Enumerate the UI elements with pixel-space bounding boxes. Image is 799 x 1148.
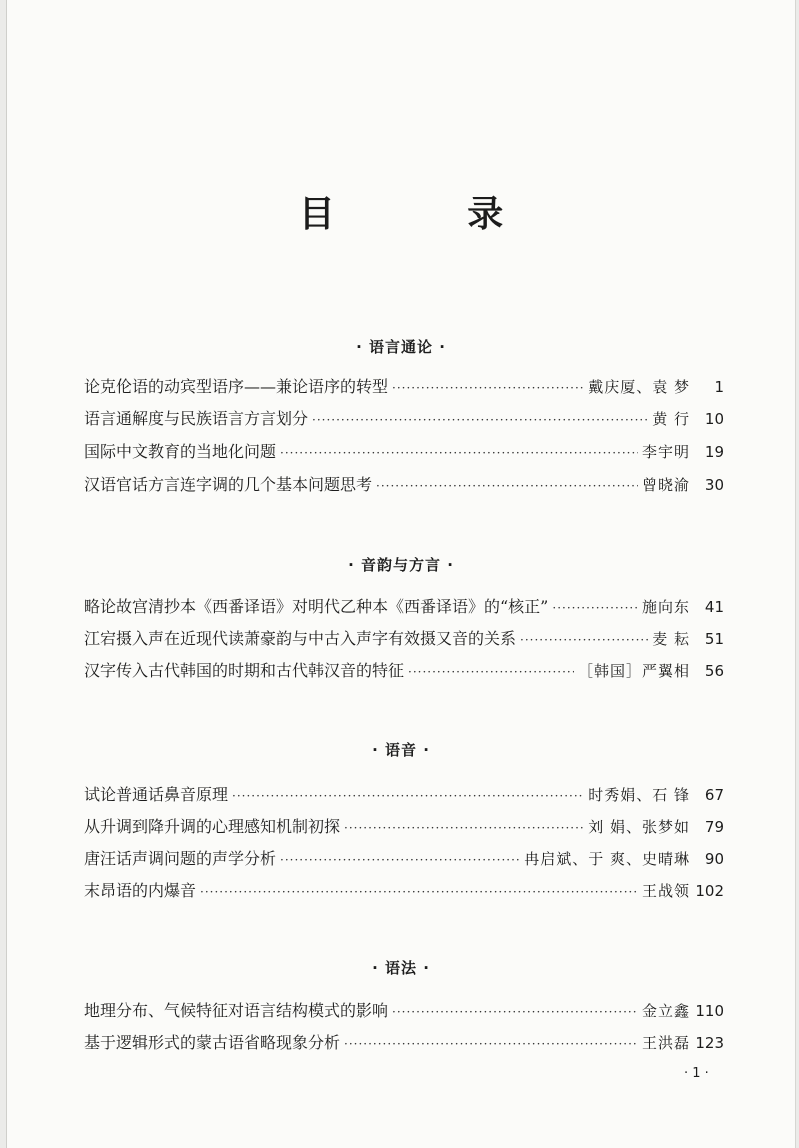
entry-author: 王洪磊 — [641, 1034, 690, 1052]
leader-dots — [280, 853, 520, 867]
entry-page: 90 — [704, 850, 724, 868]
toc-entry[interactable] — [84, 658, 724, 682]
toc-entry[interactable] — [84, 594, 724, 618]
entry-page: 30 — [704, 476, 724, 494]
leader-dots — [520, 633, 648, 647]
section-heading-language-general: · 语言通论 · — [356, 338, 446, 356]
entry-author: 曾晓渝 — [641, 476, 690, 494]
entry-title: 汉语官话方言连字调的几个基本问题思考 — [84, 475, 373, 494]
entry-author: 冉启斌、于 爽、史晴琳 — [524, 850, 690, 868]
entry-title: 末昂语的内爆音 — [84, 881, 197, 900]
section-heading-phonetics: · 语音 · — [372, 741, 430, 759]
leader-dots — [344, 821, 584, 835]
entry-author: 王战领 — [641, 882, 690, 900]
entry-author: 李宇明 — [641, 443, 690, 461]
entry-author: 刘 娟、张梦如 — [588, 818, 690, 836]
entry-author: 戴庆厦、袁 梦 — [588, 378, 690, 396]
leader-dots — [392, 381, 584, 395]
entry-page: 102 — [695, 882, 724, 900]
leader-dots — [232, 789, 584, 803]
entry-page: 67 — [704, 786, 724, 804]
entry-page: 19 — [704, 443, 724, 461]
leader-dots — [280, 446, 638, 460]
entry-author: ［韩国］严翼相 — [577, 662, 690, 680]
section-heading-grammar: · 语法 · — [372, 959, 430, 977]
toc-entry[interactable] — [84, 1030, 724, 1054]
leader-dots — [376, 479, 638, 493]
entry-page: 79 — [704, 818, 724, 836]
leader-dots — [344, 1037, 638, 1051]
entry-page: 56 — [704, 662, 724, 680]
entry-title: 语言通解度与民族语言方言划分 — [84, 409, 309, 428]
entry-author: 施向东 — [641, 598, 690, 616]
section-heading-phonology-dialect: · 音韵与方言 · — [348, 556, 454, 574]
entry-author: 时秀娟、石 锋 — [588, 786, 690, 804]
toc-title: 目 录 — [298, 194, 564, 235]
leader-dots — [392, 1005, 638, 1019]
entry-page: 1 — [714, 378, 724, 396]
document-page — [6, 0, 796, 1148]
entry-author: 金立鑫 — [641, 1002, 690, 1020]
leader-dots — [312, 413, 648, 427]
entry-title: 地理分布、气候特征对语言结构模式的影响 — [84, 1001, 389, 1020]
entry-page: 123 — [695, 1034, 724, 1052]
leader-dots — [552, 601, 638, 615]
entry-title: 论克伦语的动宾型语序——兼论语序的转型 — [84, 377, 389, 396]
toc-entry[interactable] — [84, 846, 724, 870]
entry-title: 国际中文教育的当地化问题 — [84, 442, 277, 461]
entry-page: 41 — [704, 598, 724, 616]
entry-author: 黄 行 — [652, 410, 690, 428]
entry-title: 江宕摄入声在近现代读萧豪韵与中古入声字有效摄又音的关系 — [84, 629, 517, 648]
toc-entry[interactable] — [84, 998, 724, 1022]
entry-title: 略论故宫清抄本《西番译语》对明代乙种本《西番译语》的“核正” — [84, 597, 549, 616]
leader-dots — [200, 885, 638, 899]
toc-entry[interactable] — [84, 814, 724, 838]
entry-page: 51 — [704, 630, 724, 648]
entry-title: 试论普通话鼻音原理 — [84, 785, 229, 804]
entry-title: 基于逻辑形式的蒙古语省略现象分析 — [84, 1033, 341, 1052]
entry-title: 汉字传入古代韩国的时期和古代韩汉音的特征 — [84, 661, 405, 680]
leader-dots — [408, 665, 574, 679]
entry-title: 从升调到降升调的心理感知机制初探 — [84, 817, 341, 836]
toc-entry[interactable] — [84, 782, 724, 806]
toc-entry[interactable] — [84, 626, 724, 650]
toc-entry[interactable] — [84, 406, 724, 430]
entry-author: 麦 耘 — [652, 630, 690, 648]
entry-page: 110 — [695, 1002, 724, 1020]
page-number: · 1 · — [684, 1066, 709, 1081]
entry-title: 唐汪话声调问题的声学分析 — [84, 849, 277, 868]
entry-page: 10 — [704, 410, 724, 428]
toc-entry[interactable] — [84, 878, 724, 902]
toc-entry[interactable] — [84, 472, 724, 496]
toc-entry[interactable] — [84, 374, 724, 398]
toc-entry[interactable] — [84, 439, 724, 463]
